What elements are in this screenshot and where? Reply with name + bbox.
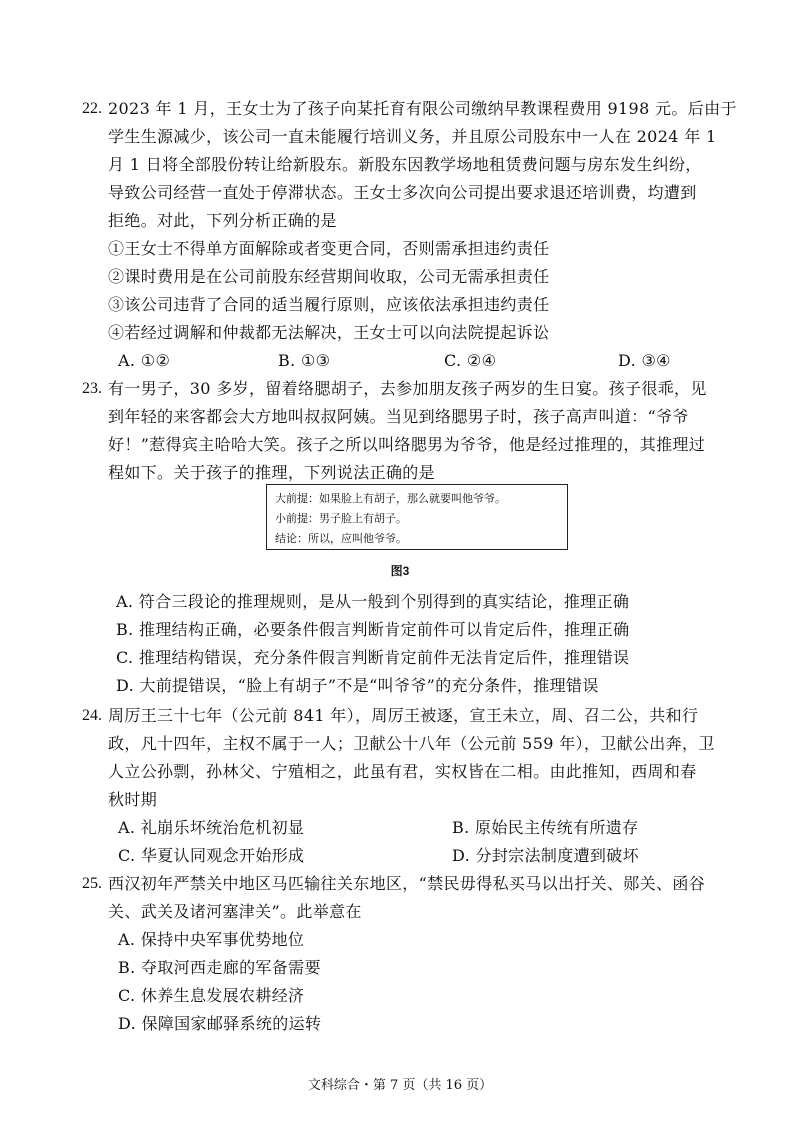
options-row xyxy=(108,842,682,870)
option-d[interactable]: D. ③④ xyxy=(618,351,671,370)
option-d[interactable]: D. 分封宗法制度遭到破坏 xyxy=(452,846,639,865)
statement-item: ②课时费用是在公司前股东经营期间收取，公司无需承担责任 xyxy=(108,267,550,286)
statement-item: ④若经过调解和仲裁都无法解决，王女士可以向法院提起诉讼 xyxy=(108,323,550,342)
question-number: 22. xyxy=(82,100,102,117)
stem-line: 2023 年 1 月，王女士为了孩子向某托育有限公司缴纳早教课程费用 9198 元。后由于 xyxy=(108,99,737,118)
stem-line: 关、武关及诸河塞津关”。此举意在 xyxy=(108,902,362,921)
stem-line: 周厉王三十七年（公元前 841 年），周厉王被逐，宣王未立，周、召二公，共和行 xyxy=(108,706,699,725)
option-a[interactable]: A. 礼崩乐坏统治危机初显 xyxy=(118,818,305,837)
question-stem xyxy=(108,870,706,1038)
major-premise: 大前提：如果脸上有胡子，那么就要叫他爷爷。 xyxy=(275,492,506,505)
page-footer: 文科综合・第 7 页（共 16 页） xyxy=(307,1078,493,1093)
options-row xyxy=(108,347,682,375)
option-c[interactable]: C. 休养生息发展农耕经济 xyxy=(118,986,305,1005)
question-number: 25. xyxy=(82,875,102,892)
statement-item: ①王女士不得单方面解除或者变更合同，否则需承担违约责任 xyxy=(108,239,550,258)
question-25 xyxy=(82,870,706,1038)
stem-line: 西汉初年严禁关中地区马匹输往关东地区，“禁民毋得私买马以出扜关、郧关、函谷 xyxy=(108,874,706,893)
stem-line: 好！”惹得宾主哈哈大笑。孩子之所以叫络腮男为爷爷，他是经过推理的，其推理过 xyxy=(108,435,706,454)
stem-line: 有一男子，30 多岁，留着络腮胡子，去参加朋友孩子两岁的生日宴。孩子很乖，见 xyxy=(108,379,707,398)
stem-line: 程如下。关于孩子的推理，下列说法正确的是 xyxy=(108,463,436,482)
option-a[interactable]: A. 保持中央军事优势地位 xyxy=(118,930,305,949)
minor-premise: 小前提：男子脸上有胡子。 xyxy=(275,512,407,525)
option-b[interactable]: B. ①③ xyxy=(278,351,331,370)
option-b[interactable]: B. 推理结构正确，必要条件假言判断肯定前件可以肯定后件，推理正确 xyxy=(116,620,630,639)
option-c[interactable]: C. 华夏认同观念开始形成 xyxy=(118,846,305,865)
question-22 xyxy=(82,95,737,375)
option-b[interactable]: B. 原始民主传统有所遗存 xyxy=(452,818,639,837)
stem-line: 导致公司经营一直处于停滞状态。王女士多次向公司提出要求退还培训费，均遭到 xyxy=(108,183,697,202)
question-23-options xyxy=(82,588,682,700)
statement-item: ③该公司违背了合同的适当履行原则，应该依法承担违约责任 xyxy=(108,295,550,314)
question-stem xyxy=(108,702,715,870)
question-23 xyxy=(82,375,707,487)
question-24 xyxy=(82,702,715,870)
option-a[interactable]: A. ①② xyxy=(118,351,171,370)
conclusion: 结论：所以，应叫他爷爷。 xyxy=(275,532,407,545)
question-number: 23. xyxy=(82,380,102,397)
reasoning-figure-box xyxy=(266,484,568,550)
question-number: 24. xyxy=(82,707,102,724)
option-c[interactable]: C. ②④ xyxy=(444,351,497,370)
stem-line: 月 1 日将全部股份转让给新股东。新股东因教学场地租赁费问题与房东发生纠纷， xyxy=(108,155,702,174)
option-d[interactable]: D. 大前提错误，“脸上有胡子”不是“叫爷爷”的充分条件，推理错误 xyxy=(116,676,599,695)
options-row xyxy=(108,814,682,842)
stem-line: 到年轻的来客都会大方地叫叔叔阿姨。当见到络腮男子时，孩子高声叫道：“爷爷 xyxy=(108,407,689,426)
stem-line: 政，凡十四年，主权不属于一人；卫献公十八年（公元前 559 年），卫献公出奔，卫 xyxy=(108,734,715,753)
question-stem xyxy=(108,375,707,487)
stem-line: 人立公孙剽，孙林父、宁殖相之，此虽有君，实权皆在二相。由此推知，西周和春 xyxy=(108,762,697,781)
stem-line: 学生生源减少，该公司一直未能履行培训义务，并且原公司股东中一人在 2024 年 1 xyxy=(108,127,717,146)
option-b[interactable]: B. 夺取河西走廊的军备需要 xyxy=(118,958,321,977)
figure-caption: 图3 xyxy=(390,564,410,578)
option-a[interactable]: A. 符合三段论的推理规则，是从一般到个别得到的真实结论，推理正确 xyxy=(116,592,630,611)
stem-line: 秋时期 xyxy=(108,790,158,809)
question-stem xyxy=(108,95,737,375)
option-c[interactable]: C. 推理结构错误，充分条件假言判断肯定前件无法肯定后件，推理错误 xyxy=(116,648,630,667)
stem-line: 拒绝。对此，下列分析正确的是 xyxy=(108,211,337,230)
option-d[interactable]: D. 保障国家邮驿系统的运转 xyxy=(118,1014,322,1033)
